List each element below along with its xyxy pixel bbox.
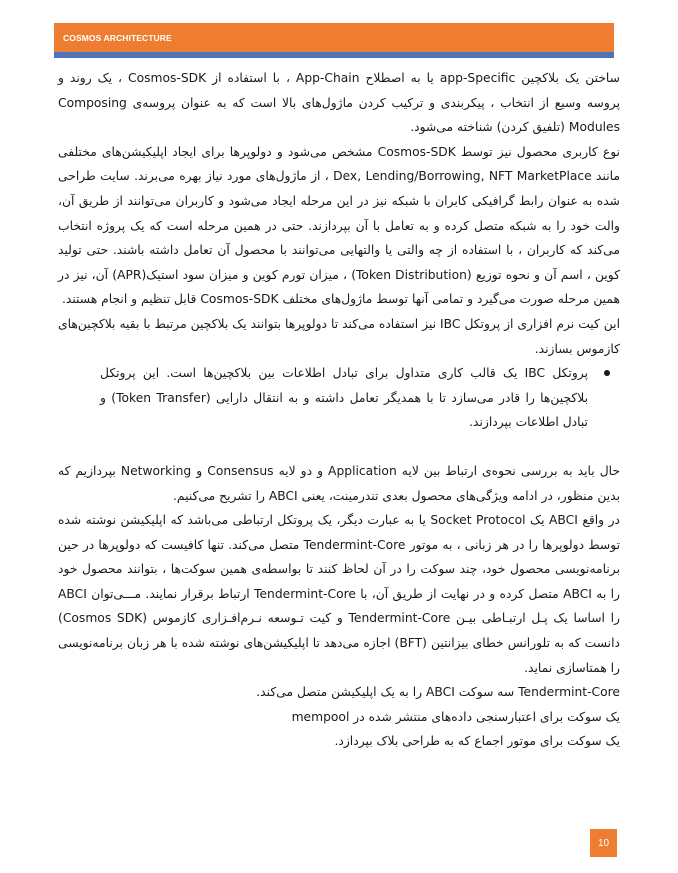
paragraph-abci-detail: در واقع ABCI یک Socket Protocol یا به عبارت دیگر، یک پروتکل ارتباطی می‌باشد که اپلیکیشن نوشته شده توسط دولوپرها را در هر زبانی ، به موتور Tendermint-Core متصل می‌کند. تنها کافیست که دولوپرها در حین برنامه‌نویسی محصول خود، چند سوکت را در آن لحاظ کنند تا بواسطه‌ی همین سوکت‌ها ، بتوانند محصول خود را به ABCI متصل کرده و در نهایت از طریق آن، با Tendermint-Core ارتباط برقرار نمایند. مـــی‌توان ABCI را اساسا یک پـل ارتبـاطی بیـن Tendermint-Core و کیت تـوسعه نـرم‌افـزاری کازموس (Cosmos SDK) دانست که به تلورانس خطای بیزانتین (BFT) اجازه می‌دهد تا اپلیکیشن‌های نوشته شده با هر زبان برنامه‌نویسی را همتاسازی نماید. (58, 513, 621, 675)
paragraph-gap (58, 435, 620, 459)
bullet-icon (604, 370, 610, 376)
bullet-text: پروتکل IBC یک قالب کاری متداول برای تبادل اطلاعات بین بلاکچین‌ها است. این پروتکل بلاکچین‌ها را قادر می‌سازد تا با همدیگر تعامل داشته و به انتقال دارایی (Token Transfer) و تبادل اطلاعات بپردازند. (100, 366, 589, 430)
socket-mempool: یک سوکت برای اعتبارسنجی داده‌های منتشر شده در mempool (291, 709, 620, 724)
paragraph-usage: نوع کاربری محصول نیز توسط Cosmos-SDK مشخص می‌شود و دولوپرها برای ایجاد اپلیکیشن‌های مختلفی مانند Dex, Lending/Borrowing, NFT MarketPlace ، از ماژول‌های مورد نیاز بهره می‌برند. سایت طراحی شده به عنوان رابط گرافیکی کابران با شبکه نیز در این مرحله ایجاد می‌شود و کاربران می‌توانند از طریق آن، والت خود را به شبکه متصل کرده و به تعامل با آن بپردازند. حتی در همین مرحله است که یک پروژه انتخاب می‌کند که کاربران ، با استفاده از چه والتی یا والتهایی می‌توانند با محصول آن تعامل داشته باشند. حتی تولید کوین ، اسم آن و نحوه توزیع (Token Distribution) ، میزان تورم کوین و میزان سود استیک(APR) آن، نیز در همین مرحله صورت می‌گیرد و تمامی آنها توسط ماژول‌های مختلف Cosmos-SDK قابل تنظیم و انجام هستند. (58, 144, 620, 307)
bullet-list (58, 361, 620, 435)
paragraph-abci-intro: حال باید به بررسی نحوه‌ی ارتباط بین لایه Application و دو لایه Consensus و Networking بپردازیم که بدین منظور، در ادامه ویژگی‌های محصول بعدی تندرمینت، یعنی ABCI را تشریح می‌کنیم. (58, 463, 620, 503)
paragraph-ibc: این کیت نرم افزاری از پروتکل IBC نیز استفاده می‌کند تا دولوپرها بتوانند یک بلاکچین مرتبط با بقیه بلاکچین‌های کازموس بسازند. (58, 316, 620, 356)
socket-consensus: یک سوکت برای موتور اجماع که به طراحی بلاک بپردازد. (334, 734, 620, 749)
socket-summary: Tendermint-Core سه سوکت ABCI را به یک اپلیکیشن متصل می‌کند. (256, 685, 620, 700)
page-number: 10 (590, 829, 617, 857)
header-bar (54, 23, 614, 52)
document-body (58, 66, 620, 754)
paragraph-app-chain: ساختن یک بلاکچین app-Specific یا به اصطلاح App-Chain ، با استفاده از Cosmos-SDK ، یک روند و پروسه وسیع از انتخاب ، پیکربندی و ترکیب کردن ماژول‌های بالا است که به عنوان پروسه‌ی Composing Modules (تلفیق کردن) شناخته می‌شود. (58, 71, 620, 135)
socket-list (58, 680, 620, 754)
header-title: COSMOS ARCHITECTURE (63, 32, 172, 43)
header-rule (54, 52, 614, 58)
list-item (58, 361, 620, 435)
page-header (54, 23, 614, 58)
